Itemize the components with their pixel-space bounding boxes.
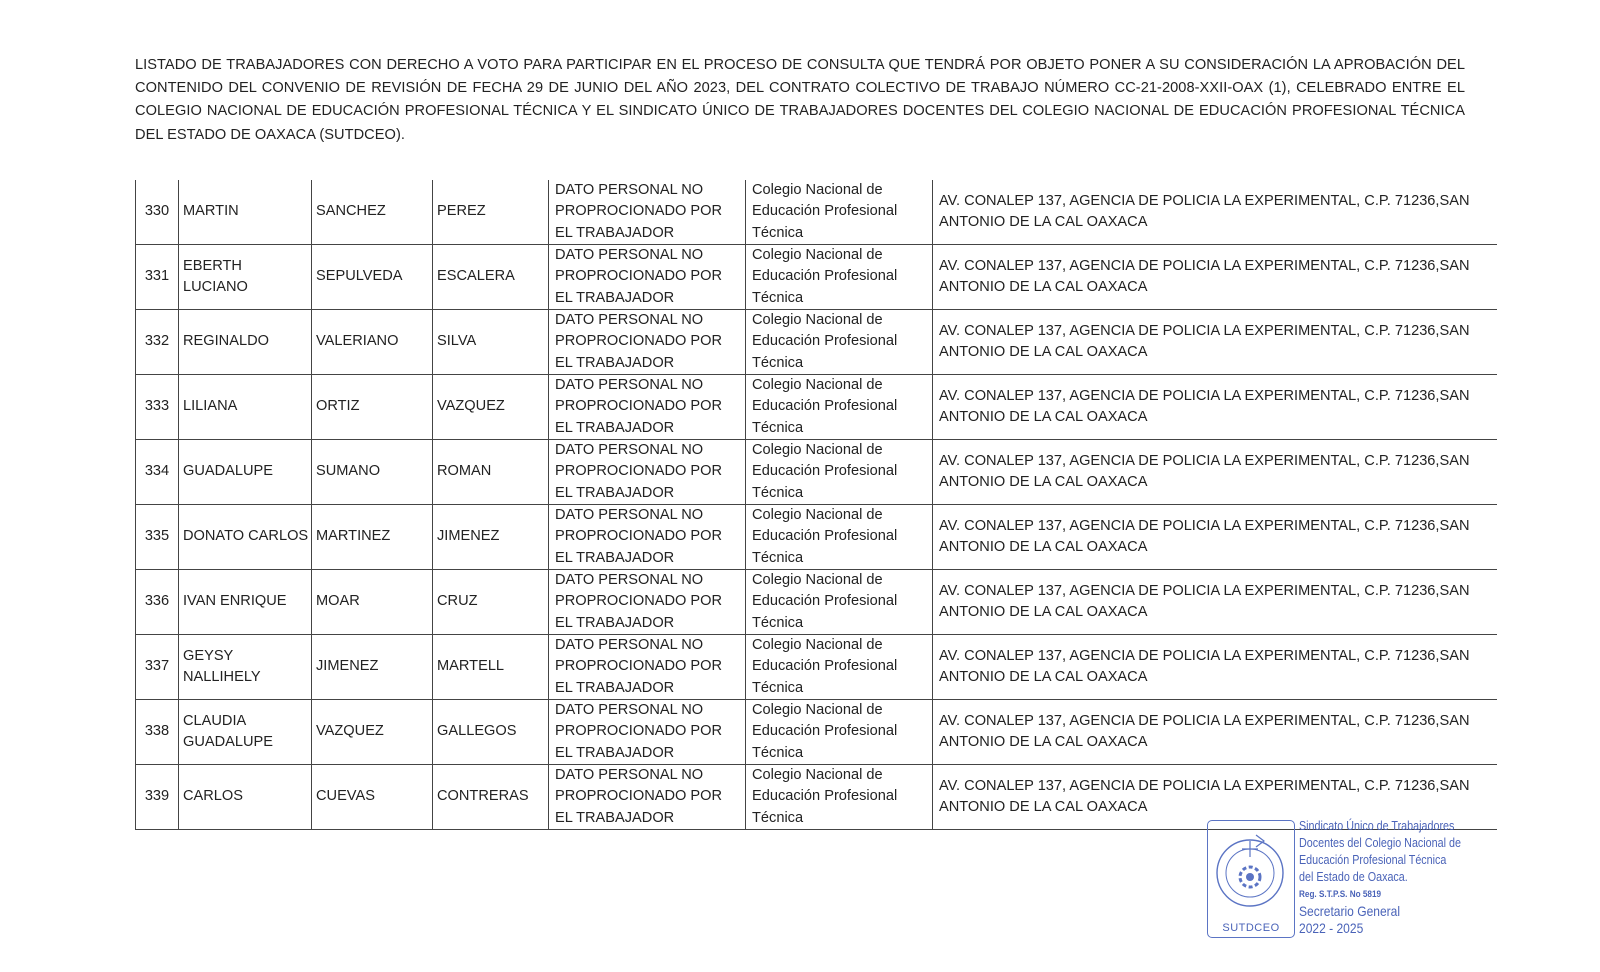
stamp-registration: Reg. S.T.P.S. No 5819 xyxy=(1299,889,1382,900)
paternal-surname-cell: CUEVAS xyxy=(312,765,433,830)
table-row xyxy=(136,310,1497,375)
address-cell: AV. CONALEP 137, AGENCIA DE POLICIA LA EXPERIMENTAL, C.P. 71236,SAN ANTONIO DE LA CAL OAXACA xyxy=(933,505,1497,570)
first-name-cell: GEYSY NALLIHELY xyxy=(179,635,312,700)
address-cell: AV. CONALEP 137, AGENCIA DE POLICIA LA EXPERIMENTAL, C.P. 71236,SAN ANTONIO DE LA CAL OAXACA xyxy=(933,245,1497,310)
paternal-surname-cell: VALERIANO xyxy=(312,310,433,375)
paternal-surname-cell: MARTINEZ xyxy=(312,505,433,570)
row-number: 332 xyxy=(136,310,179,375)
stamp-text xyxy=(1299,818,1480,937)
row-number: 333 xyxy=(136,375,179,440)
maternal-surname-cell: ESCALERA xyxy=(433,245,549,310)
personal-data-cell: DATO PERSONAL NO PROPROCIONADO POR EL TRABAJADOR xyxy=(549,180,746,245)
maternal-surname-cell: JIMENEZ xyxy=(433,505,549,570)
address-cell: AV. CONALEP 137, AGENCIA DE POLICIA LA EXPERIMENTAL, C.P. 71236,SAN ANTONIO DE LA CAL OAXACA xyxy=(933,180,1497,245)
row-number: 330 xyxy=(136,180,179,245)
maternal-surname-cell: ROMAN xyxy=(433,440,549,505)
table-row xyxy=(136,375,1497,440)
row-number: 331 xyxy=(136,245,179,310)
institution-cell: Colegio Nacional de Educación Profesional Técnica xyxy=(746,505,933,570)
institution-cell: Colegio Nacional de Educación Profesional Técnica xyxy=(746,245,933,310)
personal-data-cell: DATO PERSONAL NO PROPROCIONADO POR EL TRABAJADOR xyxy=(549,570,746,635)
stamp-line-1: Sindicato Único de Trabajadores xyxy=(1299,819,1455,833)
stamp-line-3: Educación Profesional Técnica xyxy=(1299,853,1447,867)
union-seal xyxy=(1207,820,1295,938)
stamp-period: 2022 - 2025 xyxy=(1299,920,1364,936)
table-row xyxy=(136,505,1497,570)
address-cell: AV. CONALEP 137, AGENCIA DE POLICIA LA EXPERIMENTAL, C.P. 71236,SAN ANTONIO DE LA CAL OAXACA xyxy=(933,635,1497,700)
first-name-cell: DONATO CARLOS xyxy=(179,505,312,570)
maternal-surname-cell: PEREZ xyxy=(433,180,549,245)
seal-label: SUTDCEO xyxy=(1222,922,1280,934)
maternal-surname-cell: CRUZ xyxy=(433,570,549,635)
first-name-cell: REGINALDO xyxy=(179,310,312,375)
address-cell: AV. CONALEP 137, AGENCIA DE POLICIA LA EXPERIMENTAL, C.P. 71236,SAN ANTONIO DE LA CAL OAXACA xyxy=(933,375,1497,440)
document-heading: LISTADO DE TRABAJADORES CON DERECHO A VOTO PARA PARTICIPAR EN EL PROCESO DE CONSULTA QUE TENDRÁ POR OBJETO PONER A SU CONSIDERACIÓN LA APROBACIÓN DEL CONTENIDO DEL CONVENIO DE REVISIÓN DE FECHA 29 DE JUNIO DEL AÑO 2023, DEL CONTRATO COLECTIVO DE TRABAJO NÚMERO CC-21-2008-XXII-OAX (1), CELEBRADO ENTRE EL COLEGIO NACIONAL DE EDUCACIÓN PROFESIONAL TÉCNICA Y EL SINDICATO ÚNICO DE TRABAJADORES DOCENTES DEL COLEGIO NACIONAL DE EDUCACIÓN PROFESIONAL TÉCNICA DEL ESTADO DE OAXACA (SUTDCEO). xyxy=(135,57,1465,143)
maternal-surname-cell: CONTRERAS xyxy=(433,765,549,830)
personal-data-cell: DATO PERSONAL NO PROPROCIONADO POR EL TRABAJADOR xyxy=(549,765,746,830)
union-stamp xyxy=(1207,818,1507,938)
maternal-surname-cell: SILVA xyxy=(433,310,549,375)
table-row xyxy=(136,700,1497,765)
institution-cell: Colegio Nacional de Educación Profesional Técnica xyxy=(746,310,933,375)
address-cell: AV. CONALEP 137, AGENCIA DE POLICIA LA EXPERIMENTAL, C.P. 71236,SAN ANTONIO DE LA CAL OAXACA xyxy=(933,310,1497,375)
institution-cell: Colegio Nacional de Educación Profesional Técnica xyxy=(746,180,933,245)
address-cell: AV. CONALEP 137, AGENCIA DE POLICIA LA EXPERIMENTAL, C.P. 71236,SAN ANTONIO DE LA CAL OAXACA xyxy=(933,765,1497,830)
stamp-role: Secretario General xyxy=(1299,903,1401,919)
first-name-cell: GUADALUPE xyxy=(179,440,312,505)
paternal-surname-cell: SUMANO xyxy=(312,440,433,505)
table-row xyxy=(136,635,1497,700)
row-number: 334 xyxy=(136,440,179,505)
personal-data-cell: DATO PERSONAL NO PROPROCIONADO POR EL TRABAJADOR xyxy=(549,635,746,700)
first-name-cell: LILIANA xyxy=(179,375,312,440)
stamp-line-2: Docentes del Colegio Nacional de xyxy=(1299,836,1461,850)
address-cell: AV. CONALEP 137, AGENCIA DE POLICIA LA EXPERIMENTAL, C.P. 71236,SAN ANTONIO DE LA CAL OAXACA xyxy=(933,570,1497,635)
paternal-surname-cell: VAZQUEZ xyxy=(312,700,433,765)
personal-data-cell: DATO PERSONAL NO PROPROCIONADO POR EL TRABAJADOR xyxy=(549,440,746,505)
first-name-cell: CLAUDIA GUADALUPE xyxy=(179,700,312,765)
personal-data-cell: DATO PERSONAL NO PROPROCIONADO POR EL TRABAJADOR xyxy=(549,505,746,570)
row-number: 337 xyxy=(136,635,179,700)
row-number: 339 xyxy=(136,765,179,830)
row-number: 335 xyxy=(136,505,179,570)
gear-seal-icon xyxy=(1212,827,1288,919)
table-row xyxy=(136,570,1497,635)
institution-cell: Colegio Nacional de Educación Profesional Técnica xyxy=(746,375,933,440)
first-name-cell: IVAN ENRIQUE xyxy=(179,570,312,635)
table-row xyxy=(136,440,1497,505)
row-number: 338 xyxy=(136,700,179,765)
institution-cell: Colegio Nacional de Educación Profesional Técnica xyxy=(746,765,933,830)
paternal-surname-cell: SANCHEZ xyxy=(312,180,433,245)
table-row xyxy=(136,180,1497,245)
maternal-surname-cell: GALLEGOS xyxy=(433,700,549,765)
paternal-surname-cell: ORTIZ xyxy=(312,375,433,440)
institution-cell: Colegio Nacional de Educación Profesional Técnica xyxy=(746,700,933,765)
personal-data-cell: DATO PERSONAL NO PROPROCIONADO POR EL TRABAJADOR xyxy=(549,310,746,375)
institution-cell: Colegio Nacional de Educación Profesional Técnica xyxy=(746,635,933,700)
first-name-cell: EBERTH LUCIANO xyxy=(179,245,312,310)
institution-cell: Colegio Nacional de Educación Profesional Técnica xyxy=(746,570,933,635)
maternal-surname-cell: MARTELL xyxy=(433,635,549,700)
address-cell: AV. CONALEP 137, AGENCIA DE POLICIA LA EXPERIMENTAL, C.P. 71236,SAN ANTONIO DE LA CAL OAXACA xyxy=(933,700,1497,765)
address-cell: AV. CONALEP 137, AGENCIA DE POLICIA LA EXPERIMENTAL, C.P. 71236,SAN ANTONIO DE LA CAL OAXACA xyxy=(933,440,1497,505)
stamp-line-4: del Estado de Oaxaca. xyxy=(1299,870,1408,884)
personal-data-cell: DATO PERSONAL NO PROPROCIONADO POR EL TRABAJADOR xyxy=(549,375,746,440)
table-row xyxy=(136,245,1497,310)
first-name-cell: CARLOS xyxy=(179,765,312,830)
row-number: 336 xyxy=(136,570,179,635)
workers-table xyxy=(135,180,1497,830)
institution-cell: Colegio Nacional de Educación Profesional Técnica xyxy=(746,440,933,505)
paternal-surname-cell: JIMENEZ xyxy=(312,635,433,700)
paternal-surname-cell: MOAR xyxy=(312,570,433,635)
paternal-surname-cell: SEPULVEDA xyxy=(312,245,433,310)
maternal-surname-cell: VAZQUEZ xyxy=(433,375,549,440)
first-name-cell: MARTIN xyxy=(179,180,312,245)
personal-data-cell: DATO PERSONAL NO PROPROCIONADO POR EL TRABAJADOR xyxy=(549,700,746,765)
personal-data-cell: DATO PERSONAL NO PROPROCIONADO POR EL TRABAJADOR xyxy=(549,245,746,310)
